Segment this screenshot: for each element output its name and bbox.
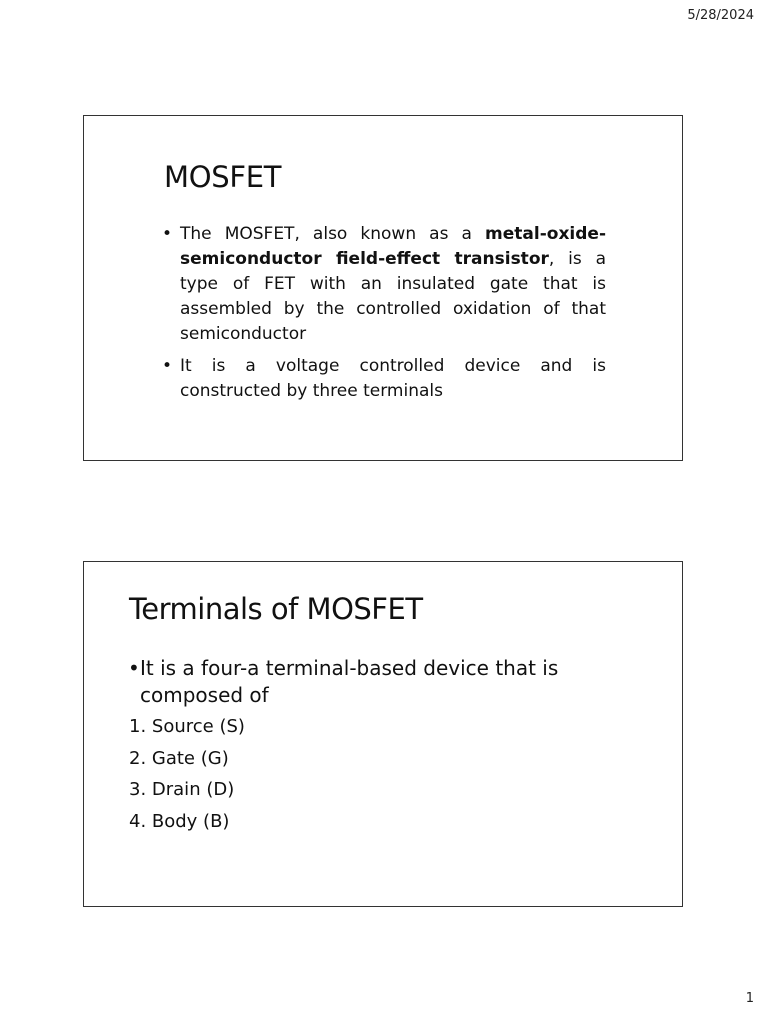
bullet-symbol: • xyxy=(162,356,173,376)
bullet-text: It is a voltage controlled device and is constructed by three terminals xyxy=(180,356,606,401)
page-number: 1 xyxy=(745,991,754,1006)
bullet-text-after: , is a type of FET with an insulated gate that is assembled by the controlled oxidation of that semiconductor xyxy=(180,249,606,344)
bullet-symbol: • xyxy=(128,656,140,680)
terminal-item-drain: 3. Drain (D) xyxy=(129,779,235,800)
bullet-four-terminal xyxy=(128,655,598,709)
bullet-voltage-controlled xyxy=(160,354,606,404)
bullet-symbol: • xyxy=(162,224,173,244)
bullet-definition xyxy=(160,222,606,347)
slide-mosfet xyxy=(83,115,683,461)
slide-title: Terminals of MOSFET xyxy=(129,592,423,626)
bullet-text: It is a four-a terminal-based device that is composed of xyxy=(140,656,559,707)
bullet-text-before: The MOSFET, also known as a xyxy=(180,224,486,244)
terminal-item-source: 1. Source (S) xyxy=(129,716,245,737)
print-date: 5/28/2024 xyxy=(687,8,754,23)
slide-title: MOSFET xyxy=(164,160,282,194)
terminal-list xyxy=(129,716,245,842)
terminal-item-body: 4. Body (B) xyxy=(129,810,230,832)
terminal-item-gate: 2. Gate (G) xyxy=(129,747,229,769)
bullet-list xyxy=(160,222,606,411)
bullet-bold-term: metal-oxide-semiconductor field-effect transistor xyxy=(180,224,606,269)
slide-terminals xyxy=(83,561,683,907)
